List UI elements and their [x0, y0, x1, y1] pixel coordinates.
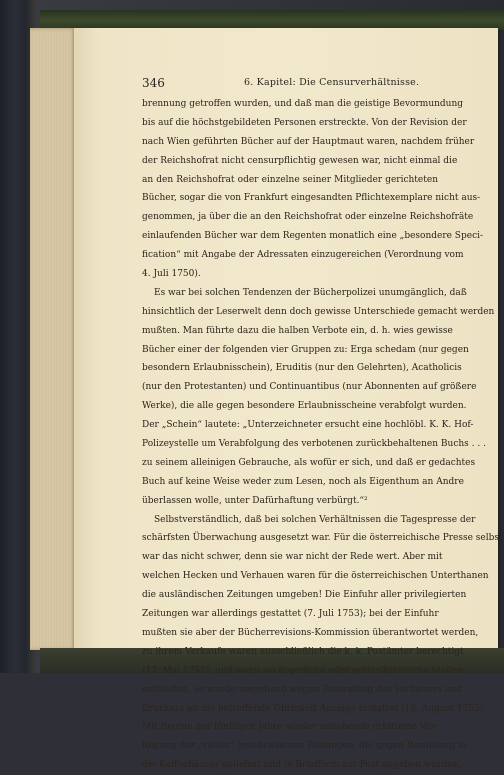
text-line: schärfsten Überwachung ausgesetzt war. Für die österreichische Presse selbst [142, 533, 503, 544]
text-line: die Kaffeehäuser geliefert und in Briefform zur Post gegeben wurden, [142, 760, 462, 771]
text-line: (nur den Protestanten) und Continuantibus (nur Abonnenten auf größere [142, 382, 477, 393]
text-line: an den Reichshofrat oder einzelne seiner Mitglieder gerichteten [142, 174, 438, 185]
text-line: war das nicht schwer, denn sie war nicht der Rede wert. Aber mit [142, 552, 443, 563]
text-line: zu seinem alleinigen Gebrauche, als wofür er sich, und daß er gedachtes [142, 457, 476, 468]
text-line: Bücher einer der folgenden vier Gruppen zu: Erga schedam (nur gegen [142, 344, 469, 355]
text-line: hinsichtlich der Leserwelt denn doch gewisse Unterschiede gemacht werden [142, 306, 495, 317]
text-line: Der „Schein“ lautete: „Unterzeichneter ersucht eine hochlöbl. K. K. Hof- [142, 420, 474, 431]
text-line: Zeitungen war allerdings gestattet (7. Juli 1753); bei der Einfuhr [142, 609, 439, 620]
text-line: der Reichshofrat nicht censurpflichtig gewesen war, nicht einmal die [142, 155, 458, 166]
text-line: überlassen wolle, unter Dafürhaftung verbürgt.“² [142, 495, 368, 506]
text-line: Druckers an die betreffende Obrigkeit Anzeige erstattet (18. August 1753). [142, 703, 487, 714]
text-line: enthielten, so wurde umgehend wegen Bestrafung des Verfassers und [142, 684, 463, 695]
text-line: fication“ mit Angabe der Adressaten einzugereichen (Verordnung vom [142, 250, 464, 261]
text-line: (17. Mai 1751), und wenn sie ärgerliche oder gotteslästerliche Stellen [142, 665, 464, 676]
text-line: Bücher, sogar die von Frankfurt eingesandten Pflichtexemplare nicht aus- [142, 193, 481, 204]
text-line: mußten sie aber der Bücherrevisions-Kommission überantwortet werden, [142, 627, 479, 638]
text-line: Mit Beginn der fünfziger Jahre wieder anhebende erbitterte Ver- [142, 722, 438, 733]
text-line: Buch auf keine Weise weder zum Lesen, noch als Eigenthum an Andre [142, 476, 464, 487]
text-line: welchen Hecken und Verhauen waren für die österreichischen Unterthanen [142, 571, 489, 582]
text-line: folgung der „vielen“ geschriebenen Zeitungen, die gegen Bezahlung in [142, 741, 467, 752]
text-line: genommen, ja über die an den Reichshofrat oder einzelne Reichshofräte [142, 212, 474, 223]
body-text [142, 95, 503, 775]
text-line: Es war bei solchen Tendenzen der Bücherpolizei unumgänglich, daß [154, 287, 467, 298]
text-line: mußten. Man führte dazu die halben Verbote ein, d. h. wies gewisse [142, 325, 453, 336]
running-head [142, 76, 438, 92]
cover-cloth-top [40, 10, 504, 30]
text-line: Werke), die alle gegen besondere Erlaubnisscheine verabfolgt wurden. [142, 401, 467, 412]
text-line: Polizeystelle um Verabfolgung des verbotenen zurückbehaltenen Buchs . . . [142, 439, 486, 450]
text-line: besondern Erlaubnisschein), Eruditis (nur den Gelehrten), Acatholicis [142, 363, 462, 374]
text-line: Selbstverständlich, daß bei solchen Verhältnissen die Tagespresse der [154, 514, 476, 525]
text-line: einlaufenden Bücher war dem Regenten monatlich eine „besondere Speci- [142, 231, 484, 242]
page-edges [30, 28, 76, 650]
text-line: nach Wien geführten Bücher auf der Hauptmaut waren, nachdem früher [142, 136, 475, 147]
text-line: 4. Juli 1750). [142, 269, 201, 280]
chapter-title: 6. Kapitel: Die Censurverhältnisse. [244, 77, 420, 88]
page-number: 346 [142, 76, 165, 90]
text-line: die ausländischen Zeitungen umgeben! Die Einfuhr aller privilegierten [142, 590, 467, 601]
text-line: zu ihrem Verkaufe waren ausschließlich die k. k. Postämter berechtigt [142, 646, 464, 657]
text-line: brennung getroffen wurden, und daß man die geistige Bevormundung [142, 99, 464, 109]
text-line: bis auf die höchstgebildeten Personen erstreckte. Von der Revision der [142, 117, 467, 128]
